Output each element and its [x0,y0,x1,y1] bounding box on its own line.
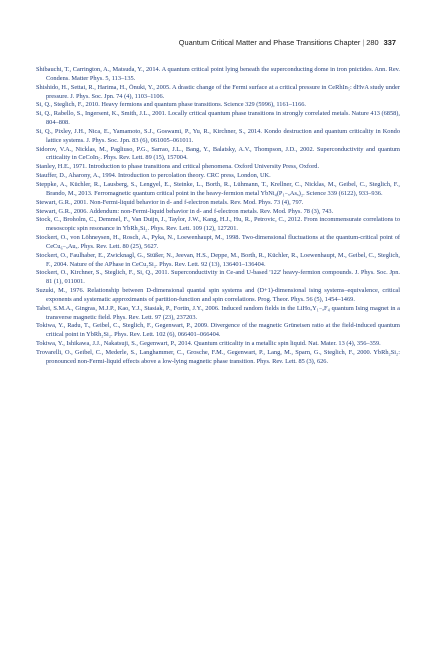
reference-item: Si, Q., Steglich, F., 2010. Heavy fermions and quantum phase transitions. Science 329 (5996), 1161–1166. [36,101,307,109]
reference-item: Tabei, S.M.A., Gingras, M.J.P., Kao, Y.J., Stasiak, P., Fortin, J.Y., 2006. Induced random fields in the LiHoₓY₁₋ₓF₄ quantum Ising magnet in a transverse magnetic field. Phys. Rev. Lett. 97 (23), 237203. [36,304,400,321]
reference-item: Tokiwa, Y., Radu, T., Geibel, C., Steglich, F., Gegenwart, P., 2009. Divergence of the magnetic Grüneisen ratio at the field-induced quantum critical point in YbRh₂Si₂. Phys. Rev. Lett. 102 (6), 066401–066404. [36,322,400,339]
reference-item: Stewart, G.R., 2001. Non-Fermi-liquid behavior in d- and f-electron metals. Rev. Mod. Phys. 73 (4), 797. [36,198,304,206]
header-separator: | [362,38,365,47]
running-header [0,38,396,47]
reference-item: Si, Q., Rabello, S., Ingersent, K., Smith, J.L., 2001. Locally critical quantum phase transitions in strongly correlated metals. Nature 413 (6858), 804–808. [36,110,400,127]
reference-item: Stauffer, D., Aharony, A., 1994. Introduction to percolation theory. CRC press, London, UK. [36,172,271,180]
reference-item: Steppke, A., Küchler, R., Lausberg, S., Lengyel, E., Steinke, L., Borth, R., Lühmann, T., Krellner, C., Nicklas, M., Geibel, C., Steglich, F., Brando, M., 2013. Ferromagnetic quantum critical point in the heavy-fermion metal YbNi₄(P₁₋ₓAsₓ)₂. Science 339 (6122), 933–936. [36,180,400,197]
reference-item: Stockert, O., von Löhneysen, H., Rosch, A., Pyka, N., Loewenhaupt, M., 1998. Two-dimensional fluctuations at the quantum-critical point of CeCu₆₋ₓAuₓ. Phys. Rev. Lett. 80 (25), 5627. [36,234,400,250]
reference-item: Stanley, H.E., 1971. Introduction to phase transitions and critical phenomena. Oxford University Press, Oxford. [36,163,320,171]
reference-item: Stockert, O., Faulhaber, E., Zwicknagl, G., Stüßer, N., Jeevan, H.S., Deppe, M., Borth, R., Küchler, R., Loewenhaupt, M., Geibel, C., Steglich, F., 2004. Nature of the APhase in CeCu₂Si₂. Phys. Rev. Lett. 92 (13), 136401–136404. [36,251,400,268]
reference-item: Stewart, G.R., 2006. Addendum: non-Fermi-liquid behavior in d- and f-electron metals. Rev. Mod. Phys. 78 (3), 743. [36,207,334,215]
reference-item: Stockert, O., Kirchner, S., Steglich, F., Si, Q., 2011. Superconductivity in Ce-and U-based '122' heavy-fermion compounds. J. Phys. Soc. Jpn. 81 (1), 011001. [36,269,400,286]
reference-item: Tokiwa, Y., Ishikawa, J.J., Nakatsuji, S., Gegenwart, P., 2014. Quantum criticality in a metallic spin liquid. Nat. Mater. 13 (4), 356–359. [36,340,381,348]
reference-item: Shibauchi, T., Carrington, A., Matsuda, Y., 2014. A quantum critical point lying beneath the superconducting dome in iron pnictides. Ann. Rev. Condens. Matter Phys. 5, 113–135. [36,66,400,82]
reference-item: Shishido, H., Settai, R., Harima, H., Ōnuki, Y., 2005. A drastic change of the Fermi surface at a critical pressure in CeRhIn₅: dHvA study under pressure. J. Phys. Soc. Jpn. 74 (4), 1103–1106. [36,83,400,100]
reference-item: Si, Q., Pixley, J.H., Nica, E., Yamamoto, S.J., Goswami, P., Yu, R., Kirchner, S., 2014. Kondo destruction and quantum criticality in Kondo lattice systems. J. Phys. Soc. Jpn. 83 (6), 061005–061011. [36,127,400,144]
header-chapter-label: Chapter [334,38,361,47]
header-chapter-number: 280 [366,38,379,47]
reference-item: Stock, C., Broholm, C., Demmel, F., Van Duijn, J., Taylor, J.W., Kang, H.J., Hu, R., Petrovic, C., 2012. From incommensurate correlations to mesoscopic spin resonance in YbRh₂Si₂. Phys. Rev. Lett. 109 (12), 127201. [36,216,400,233]
reference-item: Sidorov, V.A., Nicklas, M., Pagliuso, P.G., Sarrao, J.L., Bang, Y., Balatsky, A.V., Thompson, J.D., 2002. Superconductivity and quantum criticality in CeCoIn₅. Phys. Rev. Lett. 89 (15), 157004. [36,145,400,162]
reference-list [36,66,400,367]
reference-item: Suzuki, M., 1976. Relationship between D-dimensional quantal spin systems and (D+1)-dimensional ising systems–equivalence, critical exponents and systematic approximants of partition-function and spin correlations. Prog. Theor. Phys. 56 (5), 1454–1469. [36,287,400,303]
reference-item: Trovarelli, O., Geibel, C., Mederle, S., Langhammer, C., Grosche, F.M., Gegenwart, P., Lang, M., Sparn, G., Steglich, F., 2000. YbRh₂Si₂: pronounced non-Fermi-liquid effects above a low-lying magnetic phase transition. Phys. Rev. Lett. 85 (3), 626. [36,349,400,365]
page-number: 337 [383,38,396,47]
header-title: Quantum Critical Matter and Phase Transitions [178,38,332,47]
